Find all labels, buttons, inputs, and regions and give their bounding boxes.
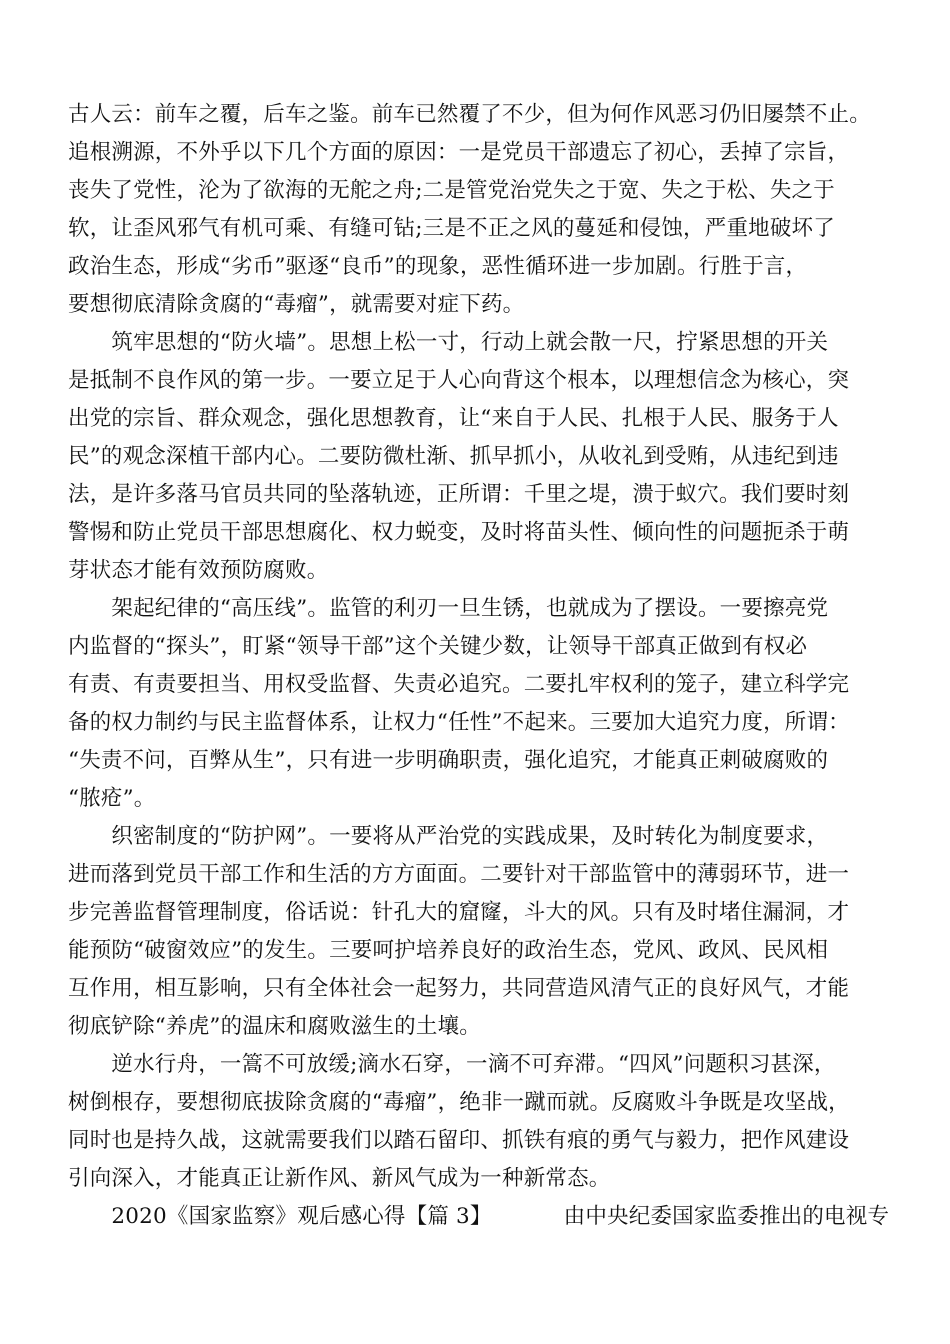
text-line: 追根溯源，不外乎以下几个方面的原因：一是党员干部遗忘了初心，丢掉了宗旨， <box>68 140 850 165</box>
text-line: 是抵制不良作风的第一步。一要立足于人心向背这个根本，以理想信念为核心，突 <box>68 368 850 393</box>
text-line: 织密制度的“防护网”。一要将从严治党的实践成果，及时转化为制度要求， <box>68 824 829 849</box>
text-line: 法，是许多落马官员共同的坠落轨迹，正所谓：千里之堤，溃于蚁穴。我们要时刻 <box>68 482 850 507</box>
text-line: “脓疮”。 <box>68 786 156 811</box>
text-line: 软，让歪风邪气有机可乘、有缝可钻;三是不正之风的蔓延和侵蚀，严重地破坏了 <box>68 216 835 241</box>
text-line: 同时也是持久战，这就需要我们以踏石留印、抓铁有痕的勇气与毅力，把作风建设 <box>68 1128 850 1153</box>
section-heading: 2020《国家监察》观后感心得【篇 3】 <box>68 1204 492 1229</box>
text-line: 内监督的“探头”，盯紧“领导干部”这个关键少数，让领导干部真正做到有权必 <box>68 634 808 659</box>
text-line: 民”的观念深植干部内心。二要防微杜渐、抓早抓小，从收礼到受贿，从违纪到违 <box>68 444 839 469</box>
text-line: 筑牢思想的“防火墙”。思想上松一寸，行动上就会散一尺，拧紧思想的开关 <box>68 330 829 355</box>
section-first-text: 由中央纪委国家监委推出的电视专 <box>563 1204 890 1229</box>
text-line: 古人云：前车之覆，后车之鉴。前车已然覆了不少，但为何作风恶习仍旧屡禁不止。 <box>68 102 871 127</box>
text-line: 步完善监督管理制度，俗话说：针孔大的窟窿，斗大的风。只有及时堵住漏洞，才 <box>68 900 850 925</box>
section-heading-line <box>68 1202 889 1232</box>
text-line: 树倒根存，要想彻底拔除贪腐的“毒瘤”，绝非一蹴而就。反腐败斗争既是攻坚战， <box>68 1090 850 1115</box>
text-line: “失责不问，百弊从生”，只有进一步明确职责，强化追究，才能真正刺破腐败的 <box>68 748 829 773</box>
text-line: 逆水行舟，一篙不可放缓;滴水石穿，一滴不可弃滞。“四风”问题积习甚深， <box>68 1052 836 1077</box>
text-line: 架起纪律的“高压线”。监管的利刃一旦生锈，也就成为了摆设。一要擦亮党 <box>68 596 829 621</box>
text-line: 有责、有责要担当、用权受监督、失责必追究。二要扎牢权利的笼子，建立科学完 <box>68 672 850 697</box>
text-line: 能预防“破窗效应”的发生。三要呵护培养良好的政治生态，党风、政风、民风相 <box>68 938 829 963</box>
text-line: 彻底铲除“养虎”的温床和腐败滋生的土壤。 <box>68 1014 481 1039</box>
text-line: 要想彻底清除贪腐的“毒瘤”，就需要对症下药。 <box>68 292 525 317</box>
text-line: 互作用，相互影响，只有全体社会一起努力，共同营造风清气正的良好风气，才能 <box>68 976 850 1001</box>
text-line: 引向深入，才能真正让新作风、新风气成为一种新常态。 <box>68 1166 611 1191</box>
text-line: 进而落到党员干部工作和生活的方方面面。二要针对干部监管中的薄弱环节，进一 <box>68 862 850 887</box>
text-line: 出党的宗旨、群众观念，强化思想教育，让“来自于人民、扎根于人民、服务于人 <box>68 406 839 431</box>
text-line: 丧失了党性，沦为了欲海的无舵之舟;二是管党治党失之于宽、失之于松、失之于 <box>68 178 835 203</box>
text-line: 警惕和防止党员干部思想腐化、权力蜕变，及时将苗头性、倾向性的问题扼杀于萌 <box>68 520 850 545</box>
text-line: 芽状态才能有效预防腐败。 <box>68 558 329 583</box>
text-line: 政治生态，形成“劣币”驱逐“良币”的现象，恶性循环进一步加剧。行胜于言， <box>68 254 808 279</box>
text-line: 备的权力制约与民主监督体系，让权力“任性”不起来。三要加大追究力度，所谓： <box>68 710 850 735</box>
